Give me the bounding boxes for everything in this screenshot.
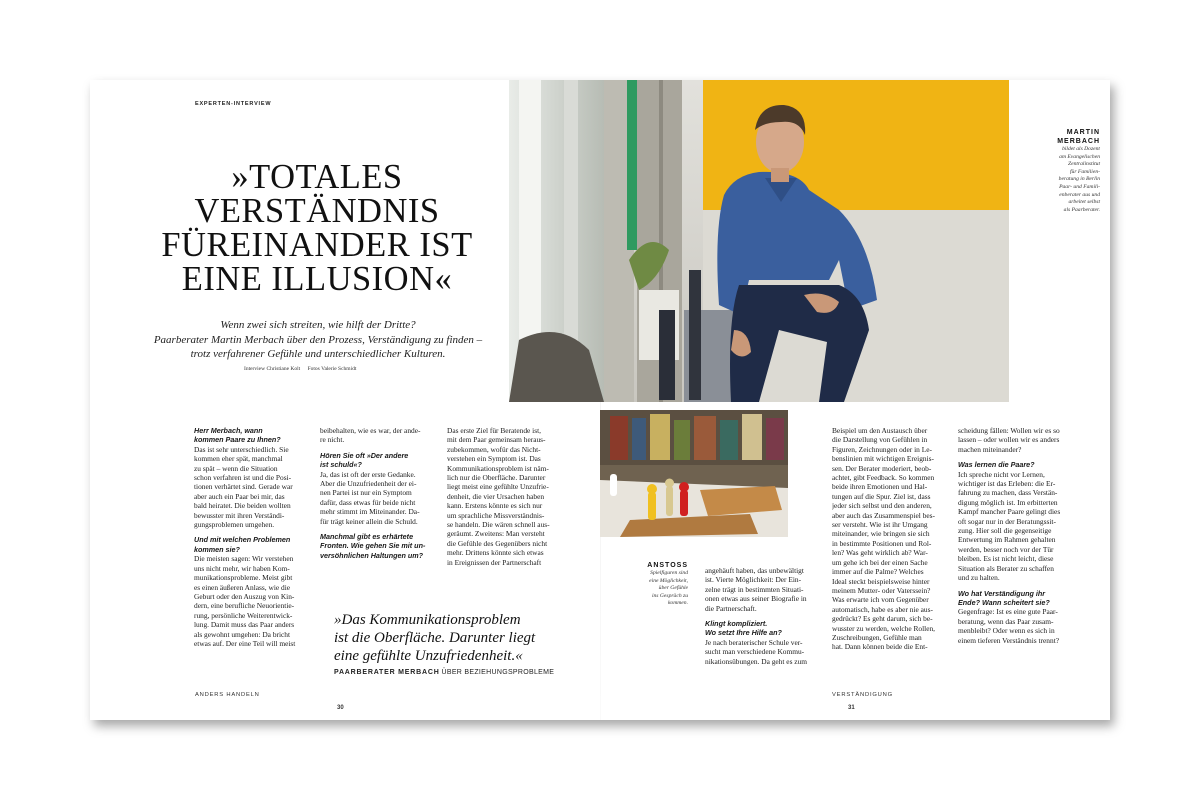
text-line: menbleibt? Oder wenn es sich in <box>958 626 1055 636</box>
interview-answer <box>705 638 821 666</box>
text-line: in Ereignissen der Partnerschaft <box>447 557 542 567</box>
text-line: einem tieferen Verständnis trennt? <box>958 635 1060 645</box>
text-line: Je nach beraterischer Schule ver- <box>705 637 803 647</box>
text-line: rung, persönliche Weiterentwick- <box>194 610 293 620</box>
attribution-topic: ÜBER BEZIEHUNGSPROBLEME <box>441 669 555 676</box>
text-line: se handeln. Die wären schnell aus- <box>447 520 550 530</box>
caption-line: Spielfiguren sind <box>650 570 688 576</box>
text-line: nen Partei ist nur ein Symptom <box>320 488 412 498</box>
text-line: Was erwarte ich vom Gegenüber <box>832 595 929 605</box>
text-line: schon verfahren ist und die Posi- <box>194 473 292 483</box>
text-line: tungen auf die Spur. Ziel ist, dass <box>832 491 931 501</box>
text-line: verstehen ein Symptom ist. Das <box>447 454 541 464</box>
text-line: Beispiel um den Austausch über <box>832 426 928 435</box>
caption-line: am Evangelischen <box>1059 153 1100 160</box>
photo-credit: Fotos Valerie Schmidt <box>307 366 357 372</box>
text-line: denheit, die vier Ursachen haben <box>447 491 545 501</box>
section-kicker: EXPERTEN-INTERVIEW <box>195 101 272 107</box>
text-line: mehr. Drittens könnte sich etwas <box>447 548 544 558</box>
caption-name: MERBACH <box>1057 138 1100 145</box>
text-line: es einen äußeren Anlass, wie die <box>194 582 291 592</box>
headline-line: »TOTALES <box>231 158 403 196</box>
text-line: Und mit welchen Problemen <box>194 535 291 545</box>
caption-line: für Familien- <box>1070 168 1100 175</box>
text-line: angehäuft haben, das unbewältigt <box>705 566 804 575</box>
text-line: Ende? Wann scheitert sie? <box>958 597 1050 607</box>
standfirst-line: trotz verfahrener Gefühle und unterschiedlicher Kulturen. <box>190 348 446 360</box>
caption-line: bildet als Dozent <box>1062 146 1100 152</box>
interview-question <box>705 619 821 638</box>
portrait-illustration <box>509 80 1009 402</box>
text-line: die Partnerschaft. <box>705 603 757 613</box>
text-line: zubekommen, wofür das Nicht- <box>447 444 541 454</box>
caption-name: ANSTOSS <box>647 562 688 569</box>
text-line: zu spät – wenn die Situation <box>194 463 278 473</box>
text-line: digung möglich ist. Im erbitterten <box>958 497 1058 507</box>
text-line: wusster zu werden, welche Rollen, <box>832 623 936 633</box>
text-line: ist. Vierte Möglichkeit: Der Ein- <box>705 575 802 585</box>
headline-line: VERSTÄNDNIS <box>194 192 440 230</box>
text-line: zung. Hier soll die gegenseitige <box>958 526 1052 536</box>
page-number-left: 30 <box>337 705 344 711</box>
standfirst-line: Paarberater Martin Merbach über den Prozess, Verständigung zu finden – <box>153 333 483 346</box>
caption-line: beratung in Berlin <box>1058 176 1100 183</box>
text-line: tionen verhärtet sind. Gerade war <box>194 482 293 492</box>
text-line: Was lernen die Paare? <box>958 460 1035 470</box>
text-column-6 <box>958 426 1078 645</box>
text-line: die Darstellung von Gefühlen in <box>832 435 928 445</box>
text-line: beide ihren Emotionen und Hal- <box>832 482 928 492</box>
text-line: scheidung fällen: Wollen wir es so <box>958 426 1060 435</box>
interview-question <box>194 426 309 445</box>
pull-quote-line: ist die Oberfläche. Darunter liegt <box>334 630 536 646</box>
text-line: als gewohnt umgehen: Da bricht <box>194 629 291 639</box>
text-line: dern, eine berufliche Neuorientie- <box>194 601 295 611</box>
text-line: beibehalten, wie es war, der ande- <box>320 426 421 435</box>
text-line: geräumt. Zweitens: Man versteht <box>447 529 545 539</box>
caption-line: Paar- und Famili- <box>1059 183 1100 190</box>
text-line: mit dem Paar gemeinsam heraus- <box>447 435 546 445</box>
text-line: dafür, dass etwas für beide nicht <box>320 497 416 507</box>
text-line: beratung, wenn das Paar zusam- <box>958 616 1054 626</box>
text-line: len? Was geht wirklich ab? War- <box>832 548 928 558</box>
text-line: aber auch ein Paar bei mir, das <box>194 491 285 501</box>
text-line: Ideal steckt beispielsweise hinter <box>832 576 930 586</box>
attribution-name: PAARBERATER MERBACH <box>334 669 440 676</box>
text-line: bewusster mit ihren Verständi- <box>194 510 285 520</box>
text-line: für trägt keiner allein die Schuld. <box>320 516 418 526</box>
text-line: versöhnlichen Haltungen um? <box>320 550 424 560</box>
byline <box>244 366 362 372</box>
text-column-4 <box>705 566 821 666</box>
text-line: Situation als Berater zu schaffen <box>958 563 1054 573</box>
text-line: lich nur die Oberfläche. Darunter <box>447 473 546 483</box>
text-line: Ja, das ist oft der erste Gedanke. <box>320 469 416 479</box>
text-line: hat. Dann können beide die Ent- <box>832 642 928 652</box>
text-line: oft sogar nur in der Beratungssit- <box>958 516 1056 526</box>
caption-line: Zentralinstitut <box>1067 161 1100 168</box>
board-game-photo <box>600 410 788 537</box>
interview-answer <box>832 426 948 652</box>
text-line: Zuschreibungen, Gefühle man <box>832 632 922 642</box>
interview-answer <box>958 470 1078 583</box>
text-line: wichtiger ist das Erleben: die Er- <box>958 479 1056 489</box>
text-line: kann. Erstens könnte es sich nur <box>447 501 543 511</box>
text-line: benslinien mit wichtigen Ereignis- <box>832 454 935 464</box>
text-line: um gehe ich bei der einen Sache <box>832 557 928 567</box>
headline <box>140 160 494 296</box>
text-line: Das ist sehr unterschiedlich. Sie <box>194 444 289 454</box>
text-line: meinem Mutter- oder Vaterssein? <box>832 585 931 595</box>
text-column-1 <box>194 426 309 648</box>
text-line: etwas auf. Der eine Teil will meist <box>194 638 296 648</box>
text-line: Kampf mancher Paare gelingt dies <box>958 507 1061 517</box>
text-line: sen. Der Berater moderiert, beob- <box>832 463 932 473</box>
text-line: Fronten. Wie gehen Sie mit un- <box>320 541 426 551</box>
text-line: lung. Damit muss das Paar anders <box>194 620 295 630</box>
interview-answer <box>320 470 436 526</box>
pull-quote <box>334 611 564 679</box>
text-line: sucht man verschiedene Kommu- <box>705 647 805 657</box>
standfirst-line: Wenn zwei sich streiten, wie hilft der Dritte? <box>220 319 416 331</box>
folio-left: ANDERS HANDELN <box>195 692 260 698</box>
text-line: Herr Merbach, wann <box>194 426 263 435</box>
pull-quote-line: eine gefühlte Unzufriedenheit.« <box>334 648 523 664</box>
interview-answer <box>320 426 436 445</box>
interview-question <box>958 589 1078 608</box>
caption-line: über Gefühle <box>658 585 688 592</box>
headline-line: EINE ILLUSION« <box>181 260 453 298</box>
caption-line: enberater aus und <box>1059 191 1100 198</box>
portrait-photo <box>509 80 1009 402</box>
caption-line: eine Möglichkeit, <box>649 577 688 584</box>
interview-answer <box>447 426 563 567</box>
interview-answer <box>958 426 1078 454</box>
caption-name: MARTIN <box>1066 129 1100 136</box>
text-line: automatisch, habe es aber nie aus- <box>832 604 933 614</box>
interview-question <box>958 460 1078 469</box>
text-line: miteinander, wie bringen sie sich <box>832 529 930 539</box>
standfirst <box>148 318 488 362</box>
text-line: kommen sie? <box>194 544 240 554</box>
text-line: machen miteinander? <box>958 444 1022 454</box>
text-line: Die meisten sagen: Wir verstehen <box>194 554 294 564</box>
text-line: Kommunikationsproblem ist näm- <box>447 463 549 473</box>
text-line: bleiben. Es ist nicht leicht, diese <box>958 554 1054 564</box>
text-column-5 <box>832 426 948 652</box>
interview-answer <box>194 554 309 648</box>
portrait-caption <box>1020 128 1100 214</box>
text-line: die Gefühle des Gegenübers nicht <box>447 538 548 548</box>
text-line: jeder sich selbst und den anderen, <box>832 501 932 511</box>
text-line: und zu halten. <box>958 573 1000 583</box>
text-line: immer auf die Palme? Welches <box>832 567 924 577</box>
text-line: nikationsübungen. Da geht es zum <box>705 656 808 666</box>
text-column-3 <box>447 426 563 567</box>
headline-line: FÜREINANDER IST <box>161 226 473 264</box>
text-line: gedrückt? Es geht darum, sich be- <box>832 614 933 624</box>
pull-quote-attribution <box>334 667 564 679</box>
text-line: Wo setzt Ihre Hilfe an? <box>705 628 782 638</box>
text-line: Hören Sie oft »Der andere <box>320 450 409 460</box>
game-photo-caption <box>608 561 688 608</box>
caption-line: kommen. <box>667 600 688 607</box>
text-line: achtet, gibt Feedback. So kommen <box>832 473 935 483</box>
text-line: onen etwas aus seiner Biografie in <box>705 594 807 604</box>
text-line: in bestimmte Positionen und Rol- <box>832 538 932 548</box>
page-number-right: 31 <box>848 705 855 711</box>
caption-line: als Paarberater. <box>1063 206 1100 213</box>
interview-question <box>320 451 436 470</box>
text-line: fahrung zu machen, dass Verstän- <box>958 488 1058 498</box>
text-line: aber auch das Zusammenspiel bes- <box>832 510 936 520</box>
interview-question <box>194 535 309 554</box>
text-line: zelne trägt in bestimmten Situati- <box>705 584 804 594</box>
text-line: re nicht. <box>320 435 345 445</box>
text-line: kommen Paare zu Ihnen? <box>194 435 281 445</box>
text-line: munikationsprobleme. Meist gibt <box>194 573 293 583</box>
text-line: um sprachliche Missverständnis- <box>447 510 545 520</box>
text-line: ist schuld«? <box>320 460 362 470</box>
interview-credit: Interview Christiane Kolt <box>244 366 301 372</box>
interview-question <box>320 532 436 560</box>
caption-line: ins Gespräch zu <box>651 592 688 599</box>
text-line: liegt meist eine gefühlte Unzufrie- <box>447 482 549 492</box>
text-line: Klingt kompliziert. <box>705 619 768 629</box>
pull-quote-line: »Das Kommunikationsproblem <box>334 612 521 628</box>
text-line: Wo hat Verständigung ihr <box>958 588 1046 598</box>
text-column-2 <box>320 426 436 560</box>
text-line: Figuren, Zeichnungen oder in Le- <box>832 444 932 454</box>
text-line: uns nicht mehr, wir haben Kom- <box>194 563 290 573</box>
text-line: Manchmal gibt es erhärtete <box>320 532 414 542</box>
text-line: werden, besser noch vor der Tür <box>958 544 1054 554</box>
interview-answer <box>705 566 821 613</box>
text-line: Das erste Ziel für Beratende ist, <box>447 426 541 435</box>
interview-answer <box>958 607 1078 645</box>
text-line: bald heiratet. Die beiden wollten <box>194 501 291 511</box>
caption-line: arbeitet selbst <box>1068 199 1100 206</box>
text-line: Ich spreche nicht vor Lernen, <box>958 469 1045 479</box>
game-figures-illustration <box>600 410 788 537</box>
text-line: Aber die Unzufriedenheit der ei- <box>320 479 417 489</box>
text-line: ser versteht. Wie ist ihr Umgang <box>832 520 928 530</box>
text-line: kommen eher spät, manchmal <box>194 454 283 464</box>
text-line: lassen – oder wollen wir es anders <box>958 435 1060 445</box>
text-line: Geburt oder den Auszug von Kin- <box>194 591 295 601</box>
text-line: Gegenfrage: Ist es eine gute Paar- <box>958 607 1058 617</box>
text-line: Entwertung im Rahmen gehalten <box>958 535 1056 545</box>
interview-answer <box>194 445 309 530</box>
folio-right: VERSTÄNDIGUNG <box>832 692 893 698</box>
text-line: gungsproblemen umgehen. <box>194 520 275 530</box>
text-line: mehr stimmt im Miteinander. Da- <box>320 507 420 517</box>
